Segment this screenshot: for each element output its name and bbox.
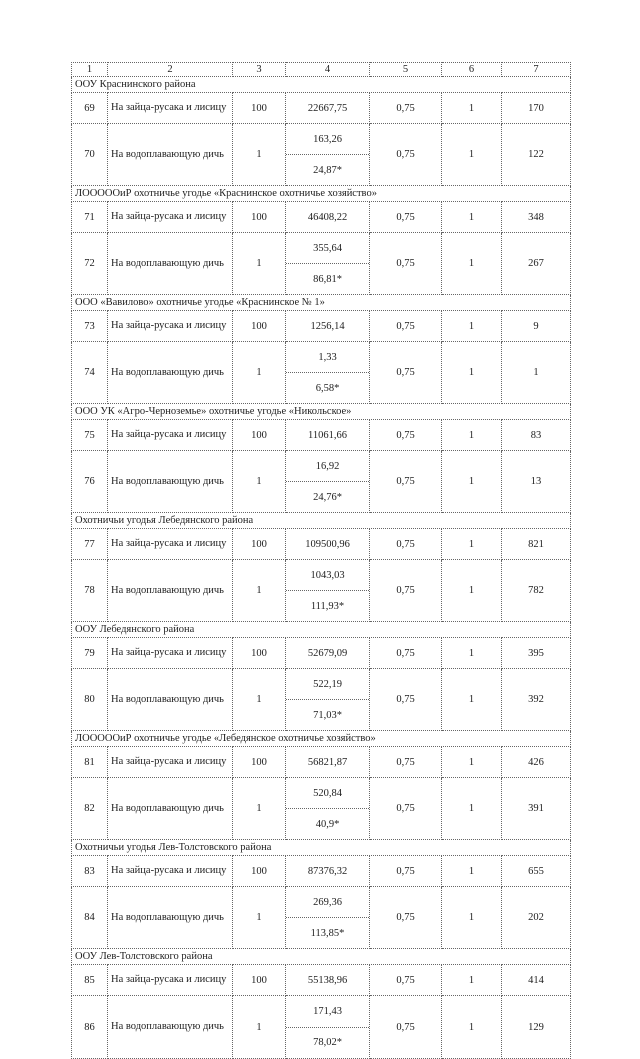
table-row [72,342,571,404]
area-numerator: 355,64 [286,233,369,264]
area-denominator: 71,03* [313,709,342,721]
hunting-type: На зайца-русака и лисицу [108,638,233,669]
hunting-type: На водоплавающую дичь [108,124,233,186]
norm-value: 100 [233,965,286,996]
factor-value: 1 [442,124,502,186]
area-denominator: 6,58* [315,382,340,394]
area-value [286,342,370,404]
table-row [72,887,571,949]
coefficient-value: 0,75 [370,887,442,949]
row-number: 82 [72,778,108,840]
area-fraction [286,887,369,948]
area-value: 11061,66 [286,420,370,451]
factor-value: 1 [442,420,502,451]
coefficient-value: 0,75 [370,202,442,233]
hunting-type: На зайца-русака и лисицу [108,965,233,996]
area-value [286,451,370,513]
row-number: 83 [72,856,108,887]
table-row [72,747,571,778]
area-fraction [286,342,369,403]
factor-value: 1 [442,311,502,342]
area-numerator: 520,84 [286,778,369,809]
row-number: 70 [72,124,108,186]
header-cell: 7 [502,63,571,77]
section-title: Охотничьи угодья Лев-Толстовского района [72,840,571,856]
row-number: 84 [72,887,108,949]
norm-value: 1 [233,124,286,186]
hunting-type: На водоплавающую дичь [108,560,233,622]
section-row [72,77,571,93]
section-row [72,949,571,965]
area-fraction [286,451,369,512]
section-row [72,404,571,420]
section-title: ЛОООООиР охотничье угодье «Лебедянское охотничье хозяйство» [72,731,571,747]
area-denominator: 111,93* [310,600,345,612]
norm-value: 100 [233,202,286,233]
row-number: 79 [72,638,108,669]
table-row [72,233,571,295]
quota-value: 129 [502,996,571,1059]
area-value [286,124,370,186]
area-value [286,887,370,949]
area-value: 55138,96 [286,965,370,996]
row-number: 73 [72,311,108,342]
norm-value: 100 [233,638,286,669]
area-numerator: 522,19 [286,669,369,700]
factor-value: 1 [442,560,502,622]
hunting-type: На зайца-русака и лисицу [108,747,233,778]
table-row [72,124,571,186]
norm-value: 1 [233,233,286,295]
header-cell: 4 [286,63,370,77]
factor-value: 1 [442,93,502,124]
factor-value: 1 [442,342,502,404]
area-value: 46408,22 [286,202,370,233]
area-fraction [286,669,369,730]
section-title: ООО УК «Агро-Черноземье» охотничье угодье «Никольское» [72,404,571,420]
coefficient-value: 0,75 [370,965,442,996]
norm-value: 100 [233,93,286,124]
section-row [72,186,571,202]
table-row [72,996,571,1059]
area-value: 22667,75 [286,93,370,124]
area-value [286,778,370,840]
table-row [72,451,571,513]
quota-value: 1 [502,342,571,404]
area-numerator: 269,36 [286,887,369,918]
factor-value: 1 [442,778,502,840]
row-number: 80 [72,669,108,731]
coefficient-value: 0,75 [370,747,442,778]
quota-value: 391 [502,778,571,840]
hunting-type: На водоплавающую дичь [108,887,233,949]
area-value: 56821,87 [286,747,370,778]
section-title: ООУ Лебедянского района [72,622,571,638]
area-numerator: 16,92 [286,451,369,482]
norm-value: 100 [233,529,286,560]
coefficient-value: 0,75 [370,124,442,186]
area-numerator: 171,43 [286,997,369,1028]
quota-value: 348 [502,202,571,233]
quota-value: 426 [502,747,571,778]
area-value [286,560,370,622]
area-numerator: 1043,03 [286,560,369,591]
section-title: ЛОООООиР охотничье угодье «Краснинское охотничье хозяйство» [72,186,571,202]
hunting-type: На зайца-русака и лисицу [108,202,233,233]
norm-value: 1 [233,778,286,840]
header-row [72,63,571,77]
factor-value: 1 [442,965,502,996]
row-number: 75 [72,420,108,451]
factor-value: 1 [442,451,502,513]
hunting-type: На зайца-русака и лисицу [108,420,233,451]
norm-value: 1 [233,669,286,731]
row-number: 72 [72,233,108,295]
row-number: 71 [72,202,108,233]
section-title: ООУ Краснинского района [72,77,571,93]
coefficient-value: 0,75 [370,669,442,731]
norm-value: 1 [233,451,286,513]
area-value: 1256,14 [286,311,370,342]
factor-value: 1 [442,529,502,560]
hunting-type: На водоплавающую дичь [108,233,233,295]
section-title: ООО «Вавилово» охотничье угодье «Краснинское № 1» [72,295,571,311]
quota-table [71,62,571,1059]
quota-value: 122 [502,124,571,186]
area-denominator: 24,87* [313,164,342,176]
coefficient-value: 0,75 [370,451,442,513]
coefficient-value: 0,75 [370,856,442,887]
area-denominator: 40,9* [315,818,340,830]
table-row [72,93,571,124]
table-body [72,63,571,1059]
quota-value: 170 [502,93,571,124]
section-row [72,295,571,311]
factor-value: 1 [442,202,502,233]
area-fraction [286,997,369,1058]
norm-value: 100 [233,856,286,887]
area-value: 87376,32 [286,856,370,887]
hunting-type: На водоплавающую дичь [108,342,233,404]
area-numerator: 1,33 [286,342,369,373]
quota-value: 392 [502,669,571,731]
hunting-type: На водоплавающую дичь [108,669,233,731]
area-value [286,233,370,295]
row-number: 81 [72,747,108,778]
quota-value: 395 [502,638,571,669]
quota-value: 782 [502,560,571,622]
row-number: 74 [72,342,108,404]
coefficient-value: 0,75 [370,93,442,124]
table-row [72,638,571,669]
table-row [72,669,571,731]
norm-value: 100 [233,311,286,342]
hunting-type: На зайца-русака и лисицу [108,93,233,124]
row-number: 77 [72,529,108,560]
factor-value: 1 [442,996,502,1059]
table-row [72,202,571,233]
quota-value: 9 [502,311,571,342]
hunting-type: На зайца-русака и лисицу [108,856,233,887]
coefficient-value: 0,75 [370,996,442,1059]
area-denominator: 78,02* [313,1037,342,1048]
table-row [72,529,571,560]
header-cell: 3 [233,63,286,77]
coefficient-value: 0,75 [370,529,442,560]
norm-value: 100 [233,420,286,451]
row-number: 76 [72,451,108,513]
area-denominator: 24,76* [313,491,342,503]
table-row [72,420,571,451]
area-denominator: 86,81* [313,273,342,285]
row-number: 85 [72,965,108,996]
factor-value: 1 [442,887,502,949]
quota-value: 202 [502,887,571,949]
row-number: 86 [72,996,108,1059]
factor-value: 1 [442,233,502,295]
header-cell: 5 [370,63,442,77]
table-row [72,311,571,342]
area-value: 109500,96 [286,529,370,560]
norm-value: 1 [233,996,286,1059]
quota-value: 13 [502,451,571,513]
table-row [72,778,571,840]
table-row [72,856,571,887]
section-row [72,513,571,529]
area-denominator: 113,85* [310,927,345,939]
area-value: 52679,09 [286,638,370,669]
section-row [72,731,571,747]
quota-value: 655 [502,856,571,887]
area-fraction [286,778,369,839]
norm-value: 1 [233,887,286,949]
hunting-type: На водоплавающую дичь [108,451,233,513]
coefficient-value: 0,75 [370,311,442,342]
coefficient-value: 0,75 [370,420,442,451]
header-cell: 2 [108,63,233,77]
table-row [72,965,571,996]
row-number: 78 [72,560,108,622]
norm-value: 100 [233,747,286,778]
coefficient-value: 0,75 [370,342,442,404]
area-value [286,669,370,731]
section-row [72,622,571,638]
factor-value: 1 [442,638,502,669]
area-fraction [286,124,369,185]
coefficient-value: 0,75 [370,560,442,622]
coefficient-value: 0,75 [370,233,442,295]
factor-value: 1 [442,856,502,887]
hunting-type: На зайца-русака и лисицу [108,311,233,342]
factor-value: 1 [442,669,502,731]
hunting-type: На зайца-русака и лисицу [108,529,233,560]
quota-value: 267 [502,233,571,295]
section-title: Охотничьи угодья Лебедянского района [72,513,571,529]
header-cell: 1 [72,63,108,77]
header-cell: 6 [442,63,502,77]
area-value [286,996,370,1059]
hunting-type: На водоплавающую дичь [108,778,233,840]
quota-value: 83 [502,420,571,451]
section-title: ООУ Лев-Толстовского района [72,949,571,965]
table-row [72,560,571,622]
row-number: 69 [72,93,108,124]
quota-value: 414 [502,965,571,996]
hunting-type: На водоплавающую дичь [108,996,233,1059]
section-row [72,840,571,856]
area-numerator: 163,26 [286,124,369,155]
coefficient-value: 0,75 [370,778,442,840]
norm-value: 1 [233,342,286,404]
area-fraction [286,233,369,294]
area-fraction [286,560,369,621]
norm-value: 1 [233,560,286,622]
factor-value: 1 [442,747,502,778]
quota-value: 821 [502,529,571,560]
coefficient-value: 0,75 [370,638,442,669]
